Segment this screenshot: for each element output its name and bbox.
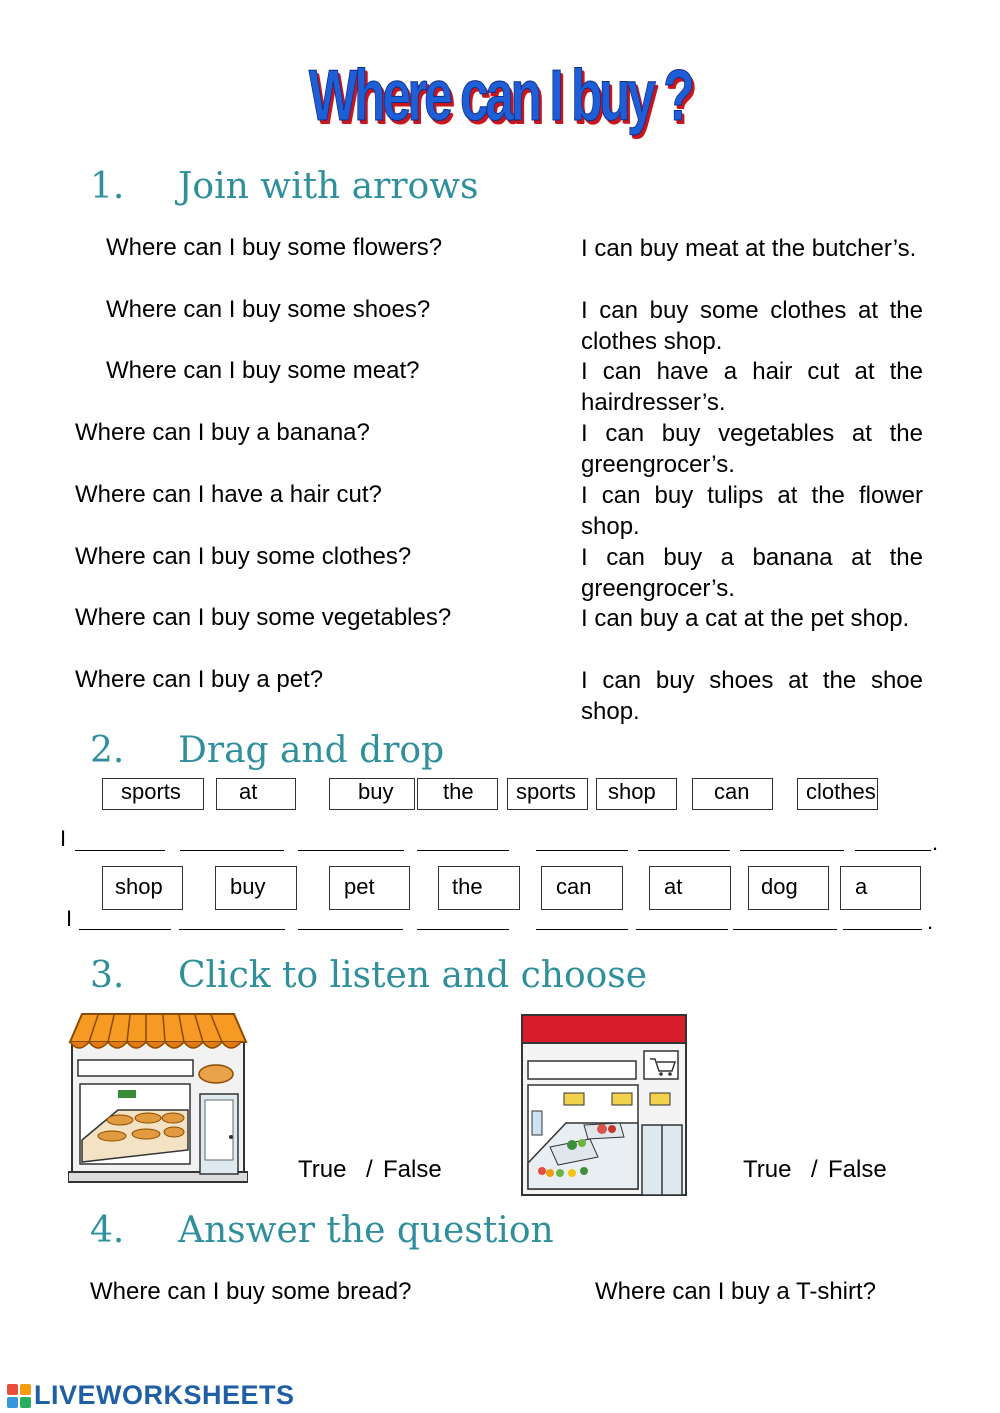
supermarket-image[interactable]: [520, 1013, 688, 1197]
bakery-separator: /: [366, 1156, 373, 1183]
sentence-1-end: .: [932, 830, 939, 855]
question-shoes[interactable]: Where can I buy some shoes?: [106, 296, 431, 323]
word-chip[interactable]: clothes: [797, 778, 878, 810]
supermarket-false-option[interactable]: False: [828, 1156, 887, 1183]
answer-shoe-shop[interactable]: I can buy shoes at the shoe shop.: [581, 667, 923, 725]
supermarket-separator: /: [811, 1156, 818, 1183]
sentence-1-start: I: [60, 826, 67, 851]
word-chip[interactable]: dog: [748, 866, 829, 910]
question-banana[interactable]: Where can I buy a banana?: [75, 419, 370, 446]
answer-question-bread: Where can I buy some bread?: [90, 1278, 412, 1305]
answer-greengrocer-banana[interactable]: I can buy a banana at the greengrocer’s.: [581, 544, 923, 602]
word-chip[interactable]: shop: [102, 866, 183, 910]
word-chip[interactable]: pet: [329, 866, 410, 910]
word-chip[interactable]: the: [417, 778, 498, 810]
word-chip[interactable]: a: [840, 866, 921, 910]
word-chip[interactable]: at: [649, 866, 731, 910]
drop-blank[interactable]: [79, 929, 171, 930]
section-1-number: 1.: [90, 166, 125, 207]
question-clothes[interactable]: Where can I buy some clothes?: [75, 543, 412, 570]
answer-clothes-shop[interactable]: I can buy some clothes at the clothes shop.: [581, 297, 923, 355]
question-flowers[interactable]: Where can I buy some flowers?: [106, 234, 443, 261]
section-2-title: Drag and drop: [178, 730, 445, 771]
answer-hairdresser[interactable]: I can have a hair cut at the hairdresser’s.: [581, 358, 923, 416]
word-chip[interactable]: can: [692, 778, 773, 810]
drop-blank[interactable]: [636, 929, 728, 930]
answer-question-tshirt: Where can I buy a T-shirt?: [595, 1278, 877, 1305]
footer-brand[interactable]: LIVEWORKSHEETS: [34, 1380, 295, 1410]
drop-blank[interactable]: [180, 850, 284, 851]
drop-blank[interactable]: [536, 850, 628, 851]
drop-blank[interactable]: [638, 850, 730, 851]
answer-butcher[interactable]: I can buy meat at the butcher’s.: [581, 235, 917, 262]
drop-blank[interactable]: [179, 929, 285, 930]
answer-greengrocer-vegetables[interactable]: I can buy vegetables at the greengrocer’s.: [581, 420, 923, 478]
question-vegetables[interactable]: Where can I buy some vegetables?: [75, 604, 452, 631]
drop-blank[interactable]: [298, 850, 404, 851]
drop-blank[interactable]: [855, 850, 931, 851]
sentence-2-start: I: [66, 906, 73, 931]
section-4-title: Answer the question: [178, 1210, 554, 1251]
word-chip[interactable]: at: [216, 778, 296, 810]
question-pet[interactable]: Where can I buy a pet?: [75, 666, 324, 693]
worksheet-title: Where can I buy ?: [308, 56, 692, 136]
liveworksheets-logo-icon: [6, 1383, 32, 1409]
word-chip[interactable]: buy: [329, 778, 415, 810]
word-chip[interactable]: shop: [596, 778, 677, 810]
bakery-false-option[interactable]: False: [383, 1156, 442, 1183]
section-2-number: 2.: [90, 730, 125, 771]
drop-blank[interactable]: [740, 850, 844, 851]
word-chip[interactable]: the: [438, 866, 520, 910]
question-meat[interactable]: Where can I buy some meat?: [106, 357, 420, 384]
section-1-title: Join with arrows: [178, 166, 479, 207]
drop-blank[interactable]: [536, 929, 628, 930]
word-chip[interactable]: buy: [215, 866, 297, 910]
word-chip[interactable]: sports: [507, 778, 588, 810]
drop-blank[interactable]: [843, 929, 922, 930]
bakery-true-option[interactable]: True: [298, 1156, 347, 1183]
answer-flower-shop[interactable]: I can buy tulips at the flower shop.: [581, 482, 923, 540]
drop-blank[interactable]: [733, 929, 837, 930]
sentence-2-end: .: [927, 909, 934, 934]
answer-pet-shop[interactable]: I can buy a cat at the pet shop.: [581, 605, 910, 632]
drop-blank[interactable]: [417, 850, 509, 851]
word-chip[interactable]: can: [541, 866, 623, 910]
word-chip[interactable]: sports: [102, 778, 204, 810]
question-hair-cut[interactable]: Where can I have a hair cut?: [75, 481, 382, 508]
supermarket-true-option[interactable]: True: [743, 1156, 792, 1183]
drop-blank[interactable]: [75, 850, 165, 851]
section-4-number: 4.: [90, 1210, 125, 1251]
section-3-title: Click to listen and choose: [178, 955, 648, 996]
bakery-shop-image[interactable]: [68, 1012, 248, 1184]
section-3-number: 3.: [90, 955, 125, 996]
drop-blank[interactable]: [298, 929, 403, 930]
drop-blank[interactable]: [417, 929, 509, 930]
